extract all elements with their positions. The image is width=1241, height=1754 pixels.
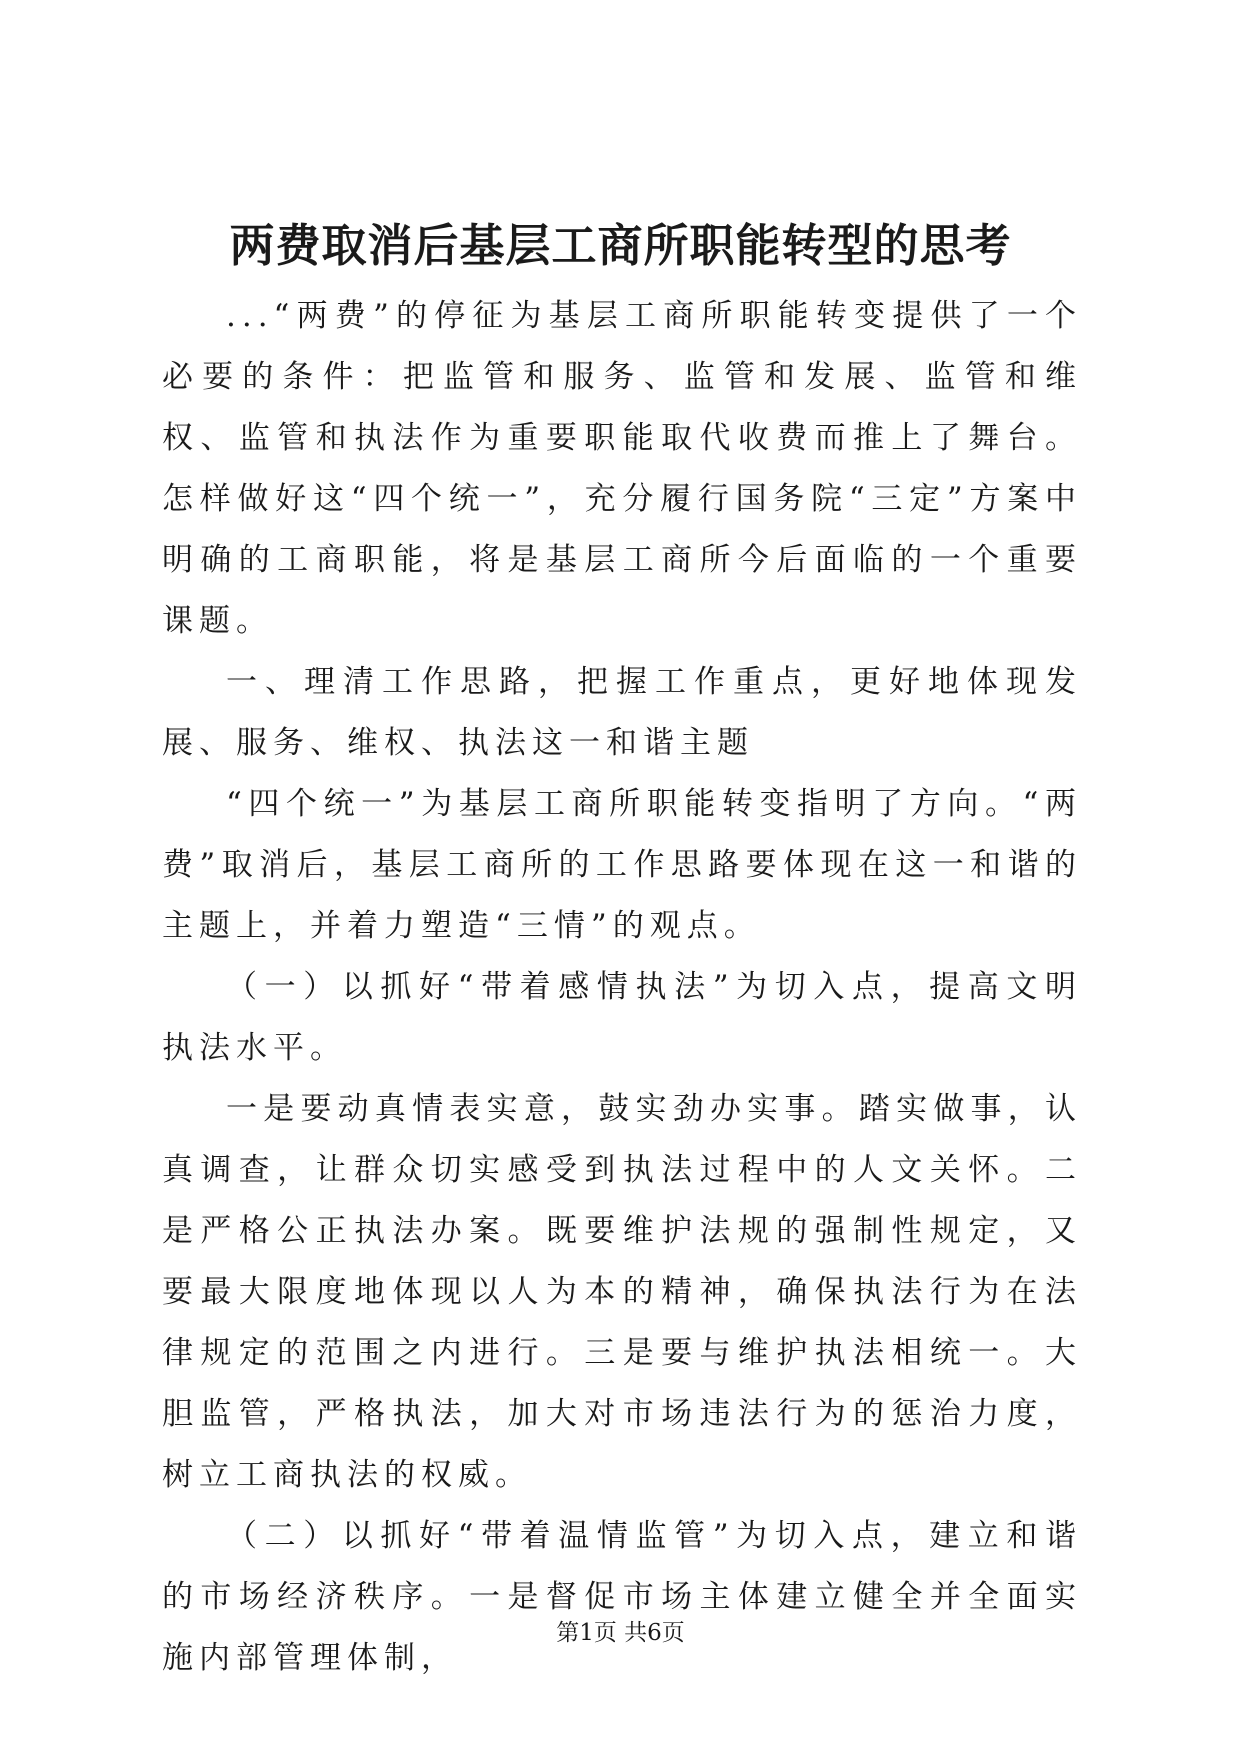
subsection-heading-1: （一）以抓好“带着感情执法”为切入点，提高文明执法水平。 — [162, 969, 1082, 1066]
subsection-heading-2: （二）以抓好“带着温情监管”为切入点，建立和谐的市场经济秩序。一是督促市场主体建立健全并全面实施内部管理体制， — [162, 1518, 1082, 1676]
document-body — [162, 286, 1082, 1689]
section-heading-1: 一、理清工作思路，把握工作重点，更好地体现发展、服务、维权、执法这一和谐主题 — [162, 664, 1082, 761]
document-title: 两费取消后基层工商所职能转型的思考 — [229, 219, 1012, 272]
paragraph-section-1: “四个统一”为基层工商所职能转变指明了方向。“两费”取消后，基层工商所的工作思路要体现在这一和谐的主题上，并着力塑造“三情”的观点。 — [162, 786, 1082, 944]
paragraph-intro: ...“两费”的停征为基层工商所职能转变提供了一个必要的条件：把监管和服务、监管和发展、监管和维权、监管和执法作为重要职能取代收费而推上了舞台。怎样做好这“四个统一”，充分履行国务院“三定”方案中明确的工商职能，将是基层工商所今后面临的一个重要课题。 — [162, 298, 1082, 639]
paragraph-subsection-1: 一是要动真情表实意，鼓实劲办实事。踏实做事，认真调查，让群众切实感受到执法过程中的人文关怀。二是严格公正执法办案。既要维护法规的强制性规定，又要最大限度地体现以人为本的精神，确保执法行为在法律规定的范围之内进行。三是要与维护执法相统一。大胆监管，严格执法，加大对市场违法行为的惩治力度，树立工商执法的权威。 — [162, 1091, 1082, 1493]
page-footer: 第1页 共6页 — [556, 1620, 685, 1646]
